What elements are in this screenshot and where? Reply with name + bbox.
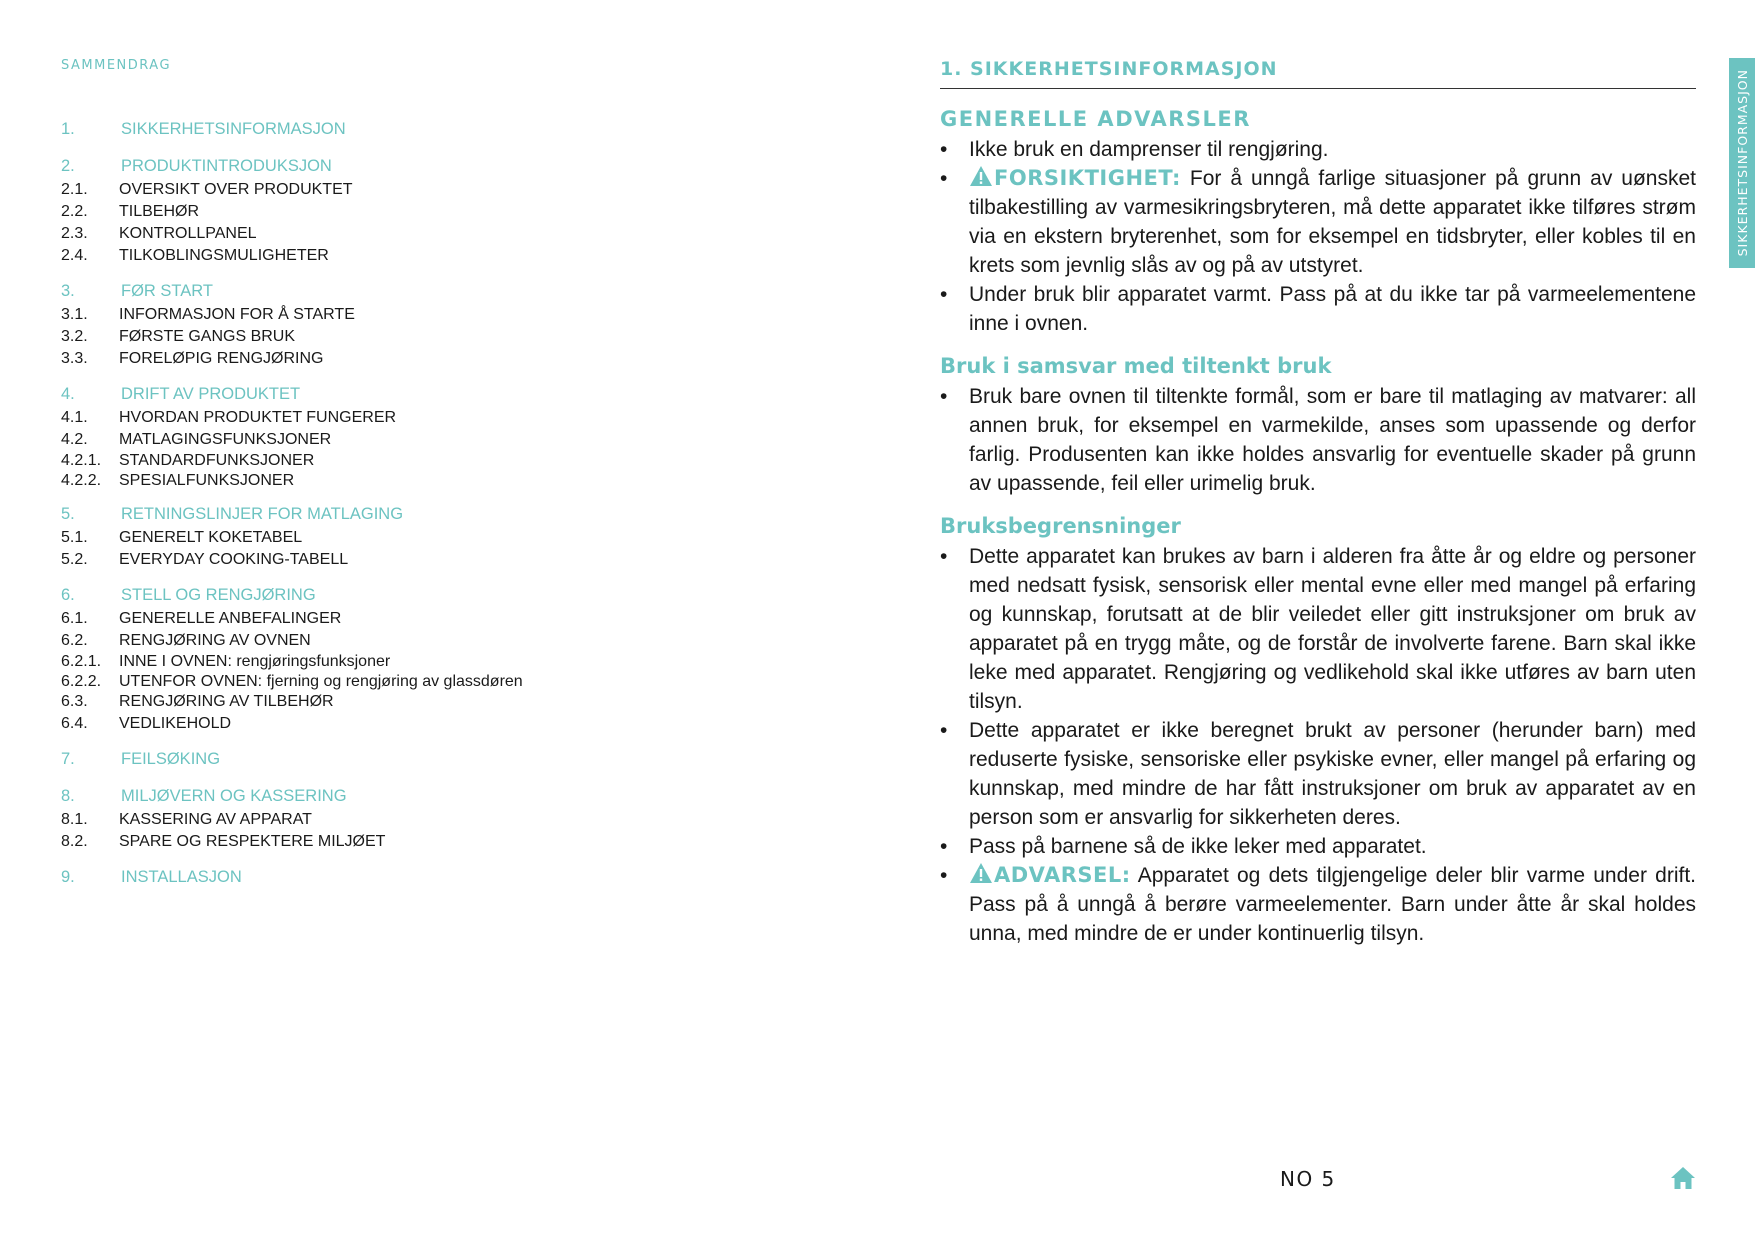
toc-title: DRIFT AV PRODUKTET: [121, 385, 301, 403]
toc-number: 9.: [61, 868, 75, 886]
toc-chapter-link[interactable]: [61, 153, 761, 179]
toc-number: 3.3.: [61, 350, 88, 367]
toc-section: [61, 582, 761, 735]
page-number: NO 5: [1280, 1167, 1336, 1191]
intended-use-list: [940, 382, 1696, 498]
warning-triangle-icon: [969, 862, 993, 884]
toc-subsection-link[interactable]: [61, 691, 761, 713]
toc-subsection-link[interactable]: [61, 471, 761, 491]
toc-number: 5.: [61, 505, 75, 523]
intended-use-heading: Bruk i samsvar med tiltenkt bruk: [940, 354, 1332, 378]
safety-section: [940, 56, 1696, 948]
toc-title: VEDLIKEHOLD: [119, 715, 232, 732]
toc-number: 8.: [61, 787, 75, 805]
toc-title: GENERELLE ANBEFALINGER: [119, 610, 342, 627]
toc-number: 5.2.: [61, 551, 88, 568]
toc-subsection-link[interactable]: [61, 326, 761, 348]
toc-title: PRODUKTINTRODUKSJON: [121, 157, 332, 175]
list-item: • Pass på barnene så de ikke leker med apparatet.: [940, 832, 1696, 861]
warning-triangle-icon: [969, 165, 993, 187]
toc-subsection-link[interactable]: [61, 831, 761, 853]
toc-number: 6.: [61, 586, 75, 604]
list-item: • Dette apparatet kan brukes av barn i alderen fra åtte år og eldre og personer med nedsatt fysisk, sensorisk eller mental evne eller med mangel på erfaring og kunnskap, forutsatt at de blir veiledet eller gitt instruksjoner om bruk av apparatet på en trygg måte, og de forstår de involverte farene. Barn skal ikke leke med apparatet. Rengjøring og vedlikehold skal ikke utføres av barn uten tilsyn.: [940, 542, 1696, 716]
toc-number: 6.2.2.: [61, 672, 102, 690]
toc-title: RENGJØRING AV TILBEHØR: [119, 693, 334, 710]
toc-number: 3.: [61, 282, 75, 300]
warning-label: ADVARSEL:: [994, 863, 1131, 887]
toc-number: 6.1.: [61, 610, 88, 627]
toc-subsection-link[interactable]: [61, 652, 761, 672]
toc-number: 4.2.1.: [61, 452, 102, 469]
toc-number: 2.3.: [61, 225, 88, 242]
toc-title: TILBEHØR: [119, 203, 200, 220]
toc-title: STANDARDFUNKSJONER: [119, 452, 315, 469]
toc-title: SPARE OG RESPEKTERE MILJØET: [119, 833, 386, 850]
toc-title: KASSERING AV APPARAT: [119, 811, 312, 828]
toc-title: FØR START: [121, 282, 213, 300]
toc-number: 4.2.2.: [61, 471, 102, 489]
toc-title: FEILSØKING: [121, 750, 221, 768]
toc-subsection-link[interactable]: [61, 348, 761, 370]
toc-section: [61, 381, 761, 490]
toc-section: [61, 746, 761, 772]
toc-number: 3.2.: [61, 328, 88, 345]
general-warnings-list: [940, 135, 1696, 338]
toc-subsection-link[interactable]: [61, 245, 761, 267]
toc-subsection-link[interactable]: [61, 304, 761, 326]
toc-chapter-link[interactable]: [61, 864, 761, 890]
toc-number: 8.1.: [61, 811, 88, 828]
toc-number: 3.1.: [61, 306, 88, 323]
toc-section: [61, 116, 761, 142]
toc-section: [61, 153, 761, 267]
side-tab-label: SIKKERHETSINFORMASJON: [1734, 69, 1750, 257]
toc-section: [61, 278, 761, 370]
toc-chapter-link[interactable]: [61, 746, 761, 772]
toc-number: 4.1.: [61, 409, 88, 426]
general-warnings-heading: GENERELLE ADVARSLER: [940, 107, 1251, 131]
toc-number: 5.1.: [61, 529, 88, 546]
toc-title: SPESIALFUNKSJONER: [119, 471, 295, 489]
toc-section: [61, 783, 761, 853]
toc-number: 8.2.: [61, 833, 88, 850]
toc-subsection-link[interactable]: [61, 407, 761, 429]
toc-subsection-link[interactable]: [61, 223, 761, 245]
toc-number: 4.: [61, 385, 75, 403]
toc-number: 6.4.: [61, 715, 88, 732]
toc-title: INSTALLASJON: [121, 868, 242, 886]
toc-number: 2.4.: [61, 247, 88, 264]
toc-title: TILKOBLINGSMULIGHETER: [119, 247, 329, 264]
toc-title: RENGJØRING AV OVNEN: [119, 632, 311, 649]
list-item: • FORSIKTIGHET: For å unngå farlige situasjoner på grunn av uønsket tilbakestilling av varmesikringsbryteren, må dette apparatet ikke tilføres strøm via en ekstern bryterenhet, som for eksempel en tidsbryter, eller kobles til en krets som jevnlig slås av og på av utstyret.: [940, 164, 1696, 280]
summary-label: SAMMENDRAG: [61, 58, 172, 73]
toc-number: 2.1.: [61, 181, 88, 198]
list-item: • Ikke bruk en damprenser til rengjøring.: [940, 135, 1696, 164]
toc-chapter-link[interactable]: [61, 582, 761, 608]
toc-subsection-link[interactable]: [61, 451, 761, 471]
toc-number: 2.2.: [61, 203, 88, 220]
toc-number: 4.2.: [61, 431, 88, 448]
toc-chapter-link[interactable]: [61, 278, 761, 304]
toc-title: OVERSIKT OVER PRODUKTET: [119, 181, 353, 198]
list-item: • Bruk bare ovnen til tiltenkte formål, som er bare til matlaging av matvarer: all annen bruk, for eksempel en varmekilde, anses som upassende og derfor farlig. Produsenten kan ikke holdes ansvarlig for eventuelle skader på grunn av upassende, feil eller urimelig bruk.: [940, 382, 1696, 498]
toc-title: KONTROLLPANEL: [119, 225, 257, 242]
list-item: • Under bruk blir apparatet varmt. Pass på at du ikke tar på varmeelementene inne i ovnen.: [940, 280, 1696, 338]
toc-chapter-link[interactable]: [61, 783, 761, 809]
chapter-title: 1. SIKKERHETSINFORMASJON: [940, 58, 1696, 89]
toc-subsection-link[interactable]: [61, 713, 761, 735]
home-icon[interactable]: [1670, 1166, 1696, 1190]
toc-title: STELL OG RENGJØRING: [121, 586, 316, 604]
toc-subsection-link[interactable]: [61, 179, 761, 201]
toc-title: INNE I OVNEN: rengjøringsfunksjoner: [119, 653, 391, 670]
toc-title: MATLAGINGSFUNKSJONER: [119, 431, 332, 448]
toc-chapter-link[interactable]: [61, 501, 761, 527]
toc-title: FORELØPIG RENGJØRING: [119, 350, 324, 367]
toc-subsection-link[interactable]: [61, 672, 761, 692]
toc-title: FØRSTE GANGS BRUK: [119, 328, 296, 345]
toc-subsection-link[interactable]: [61, 630, 761, 652]
chapter-side-tab[interactable]: [1729, 58, 1755, 268]
caution-label: FORSIKTIGHET:: [994, 166, 1181, 190]
toc-title: HVORDAN PRODUKTET FUNGERER: [119, 409, 397, 426]
toc-subsection-link[interactable]: [61, 549, 761, 571]
toc-subsection-link[interactable]: [61, 608, 761, 630]
table-of-contents: [61, 116, 761, 901]
toc-number: 2.: [61, 157, 75, 175]
toc-section: [61, 864, 761, 890]
usage-limits-list: [940, 542, 1696, 948]
toc-number: 6.2.1.: [61, 653, 102, 670]
toc-title: RETNINGSLINJER FOR MATLAGING: [121, 505, 404, 523]
toc-title: GENERELT KOKETABEL: [119, 529, 303, 546]
toc-number: 6.2.: [61, 632, 88, 649]
toc-chapter-link[interactable]: [61, 116, 761, 142]
toc-title: EVERYDAY COOKING-TABELL: [119, 551, 349, 568]
toc-title: SIKKERHETSINFORMASJON: [121, 120, 346, 138]
toc-subsection-link[interactable]: [61, 809, 761, 831]
toc-subsection-link[interactable]: [61, 429, 761, 451]
toc-title: UTENFOR OVNEN: fjerning og rengjøring av glassdøren: [119, 672, 523, 690]
toc-number: 6.3.: [61, 693, 88, 710]
toc-number: 7.: [61, 750, 75, 768]
toc-number: 1.: [61, 120, 75, 138]
toc-section: [61, 501, 761, 571]
toc-title: MILJØVERN OG KASSERING: [121, 787, 347, 805]
toc-title: INFORMASJON FOR Å STARTE: [119, 306, 355, 323]
toc-chapter-link[interactable]: [61, 381, 761, 407]
toc-subsection-link[interactable]: [61, 527, 761, 549]
list-item: • ADVARSEL: Apparatet og dets tilgjengelige deler blir varme under drift. Pass på å unngå å berøre varmeelementer. Barn under åtte år skal holdes unna, med mindre de er under kontinuerlig tilsyn.: [940, 861, 1696, 948]
list-item: • Dette apparatet er ikke beregnet brukt av personer (herunder barn) med reduserte fysiske, sensoriske eller psykiske evner, eller mangel på erfaring og kunnskap, med mindre de har fått instruksjoner om bruk av apparatet av en person som er ansvarlig for sikkerheten deres.: [940, 716, 1696, 832]
usage-limits-heading: Bruksbegrensninger: [940, 514, 1181, 538]
toc-subsection-link[interactable]: [61, 201, 761, 223]
